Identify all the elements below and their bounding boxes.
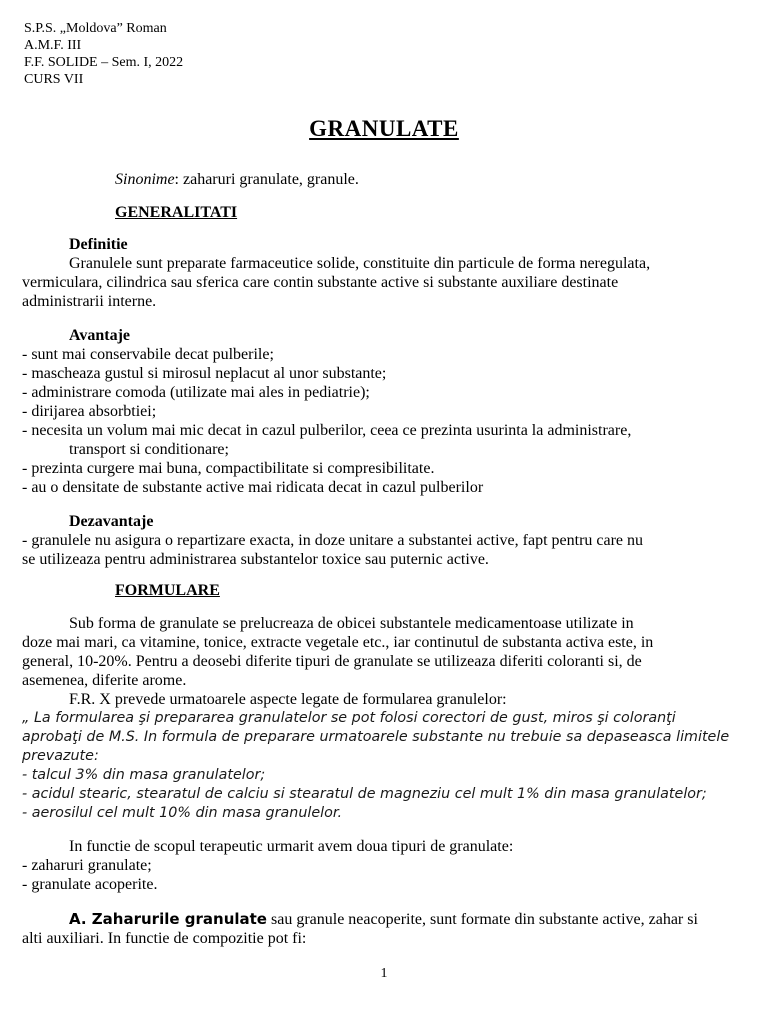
advantage-item: - necesita un volum mai mic decat in cazul pulberilor, ceea ce prezinta usurinta la administrare, — [22, 422, 632, 439]
advantage-item: - au o densitate de substante active mai ridicata decat in cazul pulberilor — [22, 479, 484, 496]
disadvantage-line-1: - granulele nu asigura o repartizare exacta, in doze unitare a substantei active, fapt pentru care nu — [22, 532, 644, 549]
formulation-paragraph-line: asemenea, diferite arome. — [22, 672, 187, 689]
page-number: 1 — [380, 966, 388, 981]
advantage-item: - administrare comoda (utilizate mai ales in pediatrie); — [22, 384, 370, 401]
advantages-heading: Avantaje — [69, 327, 131, 344]
section-a-line-1-rest: sau granule neacoperite, sunt formate din substante active, zahar si — [266, 911, 698, 928]
disadvantages-heading: Dezavantaje — [69, 513, 154, 530]
fr-x-quote-line: - aerosilul cel mult 10% din masa granulelor. — [22, 805, 342, 821]
course-header — [24, 20, 183, 88]
granulate-type-item: - granulate acoperite. — [22, 876, 158, 893]
fr-x-quote-line: - acidul stearic, stearatul de calciu si stearatul de magneziu cel mult 1% din masa granulatelor; — [22, 786, 707, 802]
fr-x-quote-line: aprobaţi de M.S. In formula de preparare urmatoarele substante nu trebuie sa depaseasca limitele — [22, 729, 730, 745]
fr-x-quote-line: prevazute: — [22, 748, 99, 764]
definition-line-3: administrarii interne. — [22, 293, 157, 310]
section-a-line-2: alti auxiliari. In functie de compozitie pot fi: — [22, 930, 307, 947]
definition-line-2: vermiculara, cilindrica sau sferica care contin substante active si substante auxiliare destinate — [22, 274, 619, 291]
granulate-types-intro: In functie de scopul terapeutic urmarit avem doua tipuri de granulate: — [69, 838, 514, 855]
page-title: GRANULATE — [309, 116, 459, 141]
header-line-school: S.P.S. „Moldova” Roman — [24, 21, 167, 36]
advantage-item: - prezinta curgere mai buna, compactibilitate si compresibilitate. — [22, 460, 435, 477]
advantage-item: - mascheaza gustul si mirosul neplacut al unor substante; — [22, 365, 387, 382]
synonyms-line — [22, 170, 748, 189]
header-line-class: A.M.F. III — [24, 38, 82, 53]
synonyms-text: : zaharuri granulate, granule. — [174, 171, 359, 188]
advantage-item: - sunt mai conservabile decat pulberile; — [22, 346, 274, 363]
formulation-paragraph-line: Sub forma de granulate se prelucreaza de obicei substantele medicamentoase utilizate in — [69, 615, 634, 632]
definition-line-1: Granulele sunt preparate farmaceutice solide, constituite din particule de forma neregulata, — [69, 255, 651, 272]
fr-x-intro: F.R. X prevede urmatoarele aspecte legate de formularea granulelor: — [69, 691, 507, 708]
formulation-paragraph-line: doze mai mari, ca vitamine, tonice, extracte vegetale etc., iar continutul de substanta activa este, in — [22, 634, 654, 651]
fr-x-quote-line: - talcul 3% din masa granulatelor; — [22, 767, 266, 783]
header-line-course: CURS VII — [24, 72, 84, 87]
granulate-type-item: - zaharuri granulate; — [22, 857, 152, 874]
section-a-line-1 — [22, 910, 748, 929]
header-line-subject: F.F. SOLIDE – Sem. I, 2022 — [24, 55, 184, 70]
fr-x-quote-line: „ La formularea şi prepararea granulatelor se pot folosi corectori de gust, miros şi coloranţi — [22, 710, 676, 726]
section-heading-formulare: FORMULARE — [115, 582, 220, 599]
synonyms-label: Sinonime — [115, 171, 175, 188]
section-a-lead: A. Zaharurile granulate — [69, 910, 267, 928]
definition-heading: Definitie — [69, 236, 128, 253]
advantage-item-continuation: transport si conditionare; — [69, 441, 229, 458]
formulation-paragraph-line: general, 10-20%. Pentru a deosebi diferite tipuri de granulate se utilizeaza diferiti coloranti si, de — [22, 653, 642, 670]
document-body — [22, 170, 748, 948]
section-heading-generalitati: GENERALITATI — [115, 204, 238, 221]
disadvantage-line-2: se utilizeaza pentru administrarea substantelor toxice sau puternic active. — [22, 551, 489, 568]
advantage-item: - dirijarea absorbtiei; — [22, 403, 157, 420]
